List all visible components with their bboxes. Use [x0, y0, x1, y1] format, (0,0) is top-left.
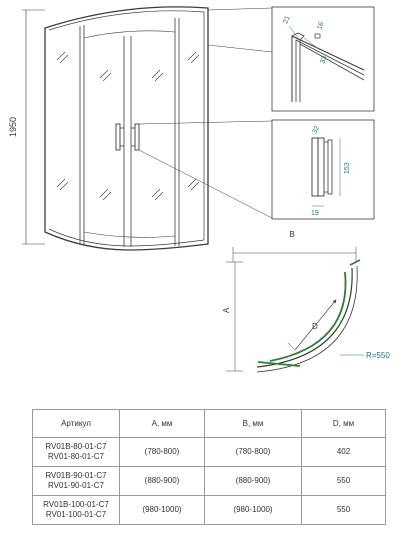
table-row [33, 438, 386, 467]
article-cell [33, 467, 120, 496]
d-label: D [312, 322, 318, 331]
b-label: B [289, 230, 295, 239]
table-header: A, мм [120, 410, 205, 438]
enclosure-front-view [22, 7, 272, 250]
article-code: RV01B-90-01-C7 [45, 471, 107, 480]
b-cell: (980-1000) [205, 496, 302, 525]
article-code: RV01-80-01-C7 [48, 452, 104, 461]
table-row [33, 467, 386, 496]
detail-handle-dim-1: 32 [311, 124, 322, 135]
table-header: Артикул [33, 410, 120, 438]
article-code: RV01B-80-01-C7 [45, 442, 107, 451]
d-cell: 550 [302, 467, 386, 496]
height-label: 1950 [8, 116, 18, 138]
detail-handle-dim-3: 19 [311, 210, 319, 217]
article-code: RV01B-100-01-C7 [43, 500, 109, 509]
spec-table [32, 409, 386, 525]
table-header-row [33, 410, 386, 438]
table-header: D, мм [302, 410, 386, 438]
detail-top-dim-1: 21 [282, 14, 292, 25]
detail-handle-dim-2: 153 [344, 162, 351, 174]
radius-label: R=550 [366, 351, 390, 360]
detail-top-dim-3: 33 [319, 54, 329, 65]
a-label: A [222, 307, 231, 313]
table-header: B, мм [205, 410, 302, 438]
a-cell: (980-1000) [120, 496, 205, 525]
article-code: RV01-100-01-C7 [45, 510, 107, 519]
d-cell: 402 [302, 438, 386, 467]
b-cell: (780-800) [205, 438, 302, 467]
plan-view [226, 247, 364, 372]
d-cell: 550 [302, 496, 386, 525]
a-cell: (780-800) [120, 438, 205, 467]
table-row [33, 496, 386, 525]
article-code: RV01-90-01-C7 [48, 481, 104, 490]
detail-top-dim-2: 16 [316, 20, 326, 31]
a-cell: (880-900) [120, 467, 205, 496]
b-cell: (880-900) [205, 467, 302, 496]
article-cell [33, 496, 120, 525]
detail-handle [272, 120, 374, 219]
article-cell [33, 438, 120, 467]
